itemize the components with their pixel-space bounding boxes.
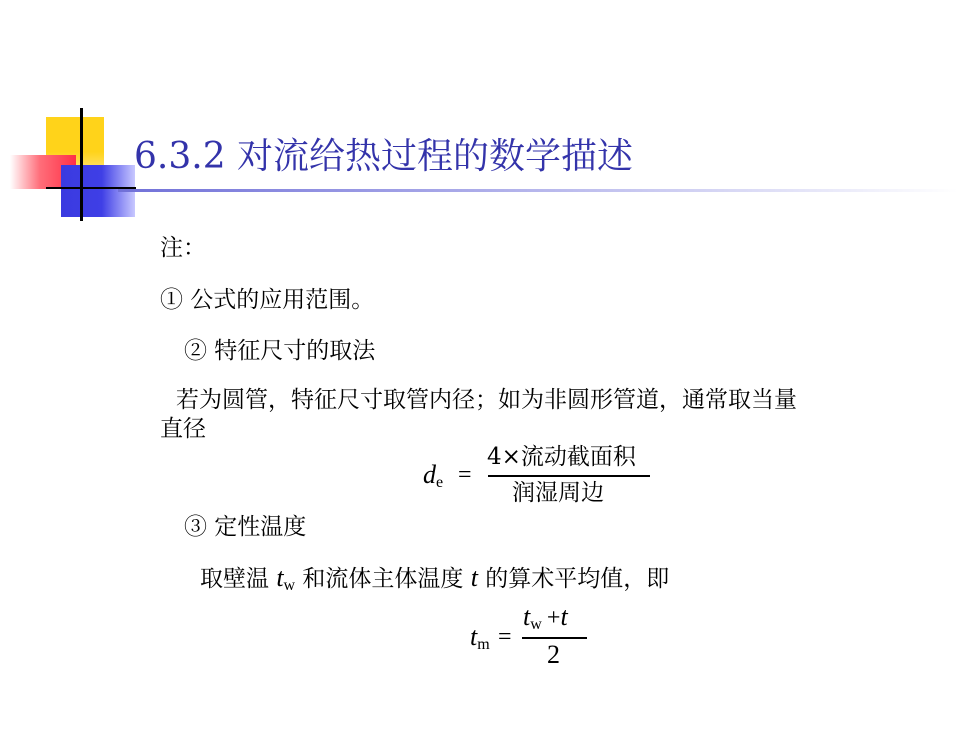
formula-de-fraction-bar: [488, 475, 650, 477]
item-3: ③ 定性温度: [184, 514, 307, 540]
title-underline: [118, 189, 958, 192]
item-2: ② 特征尺寸的取法: [184, 338, 376, 364]
formula-equivalent-diameter: [420, 440, 660, 510]
formula-de-numerator: 4×流动截面积: [487, 444, 636, 470]
note-label: 注：: [160, 235, 206, 261]
formula-tm-numerator: tw +t: [523, 602, 568, 633]
formula-de-denominator: 润湿周边: [512, 480, 604, 506]
formula-tm-lhs: tm: [470, 622, 490, 653]
slide-title: 6.3.2 对流给热过程的数学描述: [134, 136, 634, 177]
item-2-text-line-1: 若为圆管，特征尺寸取管内径；如为非圆形管道，通常取当量: [176, 387, 797, 413]
item-3-text: 取壁温 $t_w$ 和流体主体温度 t 的算术平均值，即: [200, 563, 670, 594]
item-2-text-line-2: 直径: [160, 416, 206, 442]
formula-tm-fraction-bar: [522, 637, 587, 639]
item-1: ① 公式的应用范围。: [160, 287, 375, 313]
formula-de-lhs: de: [423, 460, 444, 491]
formula-mean-temperature: [465, 600, 605, 675]
decor-vertical-line: [80, 108, 83, 221]
formula-tm-denominator: 2: [547, 640, 560, 669]
formula-de-equals: =: [458, 462, 472, 488]
formula-tm-equals: =: [498, 624, 512, 650]
